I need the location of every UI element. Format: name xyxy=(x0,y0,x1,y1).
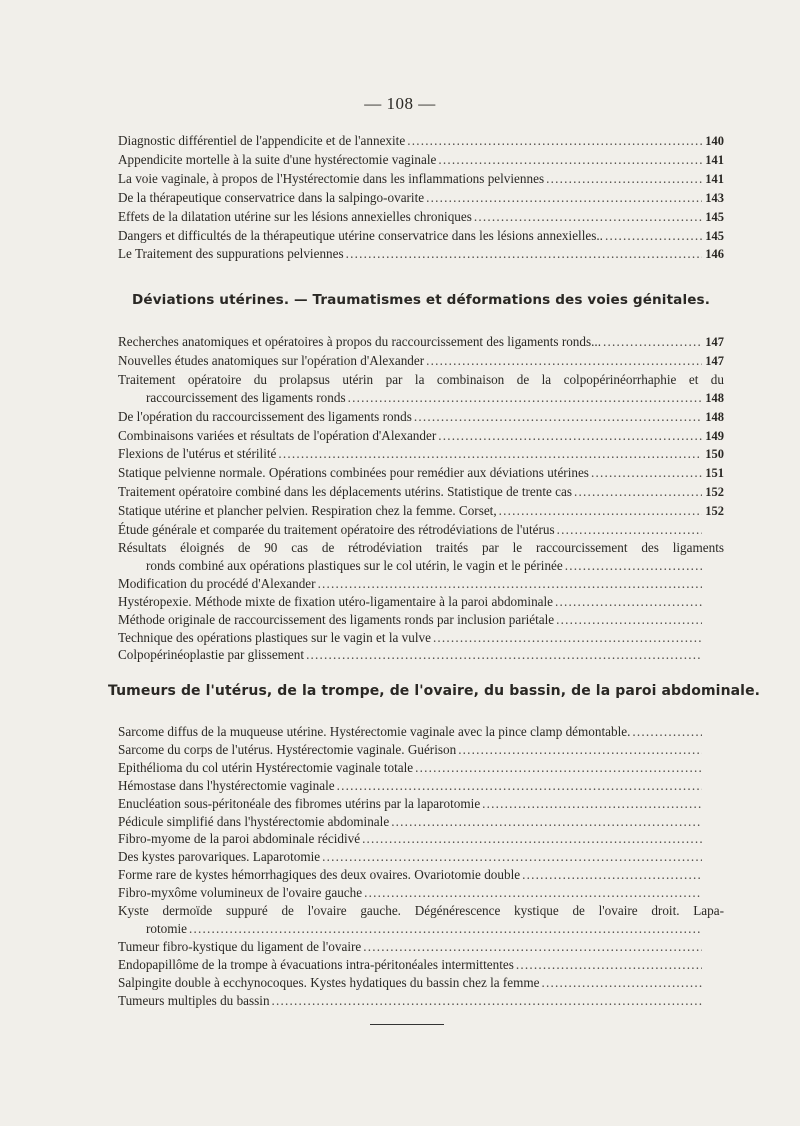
toc-entry: Des kystes parovariques. Laparotomie ..... xyxy=(118,848,724,866)
page-number: — 108 — xyxy=(364,94,436,113)
toc-entry: Effets de la dilatation utérine sur les lésions annexielles chroniques ..... 145 xyxy=(118,208,724,227)
section-heading: Déviations utérines. — Traumatismes et déformations des voies génitales. xyxy=(132,292,710,308)
toc-entry: Sarcome du corps de l'utérus. Hystérectomie vaginale. Guérison ..... xyxy=(118,741,724,759)
closing-rule xyxy=(370,1024,444,1025)
toc-entry: Salpingite double à ecchynocoques. Kystes hydatiques du bassin chez la femme ..... xyxy=(118,974,724,992)
toc-entry: La voie vaginale, à propos de l'Hystérectomie dans les inflammations pelviennes ..... 141 xyxy=(118,170,724,189)
toc-entry: Appendicite mortelle à la suite d'une hystérectomie vaginale ..... 141 xyxy=(118,151,724,170)
toc-entry: Endopapillôme de la trompe à évacuations intra-péritonéales intermittentes ..... xyxy=(118,956,724,974)
toc-section-tumeurs xyxy=(118,723,724,1010)
toc-entry: Forme rare de kystes hémorrhagiques des deux ovaires. Ovariotomie double ..... xyxy=(118,866,724,884)
toc-entry: Le Traitement des suppurations pelviennes ..... 146 xyxy=(118,245,724,264)
toc-entry: Dangers et difficultés de la thérapeutique utérine conservatrice dans les lésions annexielles.. ..... 145 xyxy=(118,227,724,246)
toc-entry: Statique pelvienne normale. Opérations combinées pour remédier aux déviations utérines ..... 151 xyxy=(118,464,724,483)
toc-entry: Statique utérine et plancher pelvien. Respiration chez la femme. Corset, ..... 152 xyxy=(118,502,724,521)
toc-entry: Kyste dermoïde suppuré de l'ovaire gauche. Dégénérescence kystique de l'ovaire droit. Lapa- rotomie ..... xyxy=(118,902,724,938)
toc-entry: Tumeurs multiples du bassin ..... xyxy=(118,992,724,1010)
toc-entry: Epithélioma du col utérin Hystérectomie vaginale totale ..... xyxy=(118,759,724,777)
section-heading: Tumeurs de l'utérus, de la trompe, de l'ovaire, du bassin, de la paroi abdominale. xyxy=(108,683,761,699)
toc-section-deviations xyxy=(118,333,724,664)
toc-entry: Nouvelles études anatomiques sur l'opération d'Alexander ..... 147 xyxy=(118,352,724,371)
toc-entry: Tumeur fibro-kystique du ligament de l'ovaire ..... xyxy=(118,938,724,956)
toc-entry: Résultats éloignés de 90 cas de rétrodéviation traités par le raccourcissement des ligaments ronds combiné aux opérations plastiques sur le col utérin, le vagin et le périnée ..... xyxy=(118,539,724,575)
toc-entry: Hystéropexie. Méthode mixte de fixation utéro-ligamentaire à la paroi abdominale ..... xyxy=(118,593,724,611)
toc-entry: Étude générale et comparée du traitement opératoire des rétrodéviations de l'utérus ..... xyxy=(118,521,724,539)
toc-entry: Pédicule simplifié dans l'hystérectomie abdominale ..... xyxy=(118,813,724,831)
toc-entry: Traitement opératoire du prolapsus utérin par la combinaison de la colpopérinéorrhaphie et du raccourcissement des ligaments ronds ..... 148 xyxy=(118,371,724,408)
toc-entry: Enucléation sous-péritonéale des fibromes utérins par la laparotomie ..... xyxy=(118,795,724,813)
toc-entry: Flexions de l'utérus et stérilité ..... 150 xyxy=(118,445,724,464)
toc-entry: Combinaisons variées et résultats de l'opération d'Alexander ..... 149 xyxy=(118,427,724,446)
toc-entry: Diagnostic différentiel de l'appendicite et de l'annexite ..... 140 xyxy=(118,132,724,151)
toc-section-inflammations xyxy=(118,132,724,264)
toc-entry: Méthode originale de raccourcissement des ligaments ronds par inclusion pariétale ..... xyxy=(118,611,724,629)
toc-entry: Hémostase dans l'hystérectomie vaginale ..... xyxy=(118,777,724,795)
toc-entry: Sarcome diffus de la muqueuse utérine. Hystérectomie vaginale avec la pince clamp démontable. ..... xyxy=(118,723,724,741)
toc-entry: Colpopérinéoplastie par glissement ..... xyxy=(118,646,724,664)
toc-entry: Technique des opérations plastiques sur le vagin et la vulve ..... xyxy=(118,629,724,647)
toc-entry: Fibro-myome de la paroi abdominale récidivé ..... xyxy=(118,830,724,848)
toc-entry: Modification du procédé d'Alexander ..... xyxy=(118,575,724,593)
toc-entry: Fibro-myxôme volumineux de l'ovaire gauche ..... xyxy=(118,884,724,902)
toc-entry: Recherches anatomiques et opératoires à propos du raccourcissement des ligaments ronds... ..... 147 xyxy=(118,333,724,352)
toc-entry: De l'opération du raccourcissement des ligaments ronds ..... 148 xyxy=(118,408,724,427)
toc-entry: Traitement opératoire combiné dans les déplacements utérins. Statistique de trente cas ..... 152 xyxy=(118,483,724,502)
toc-entry: De la thérapeutique conservatrice dans la salpingo-ovarite ..... 143 xyxy=(118,189,724,208)
